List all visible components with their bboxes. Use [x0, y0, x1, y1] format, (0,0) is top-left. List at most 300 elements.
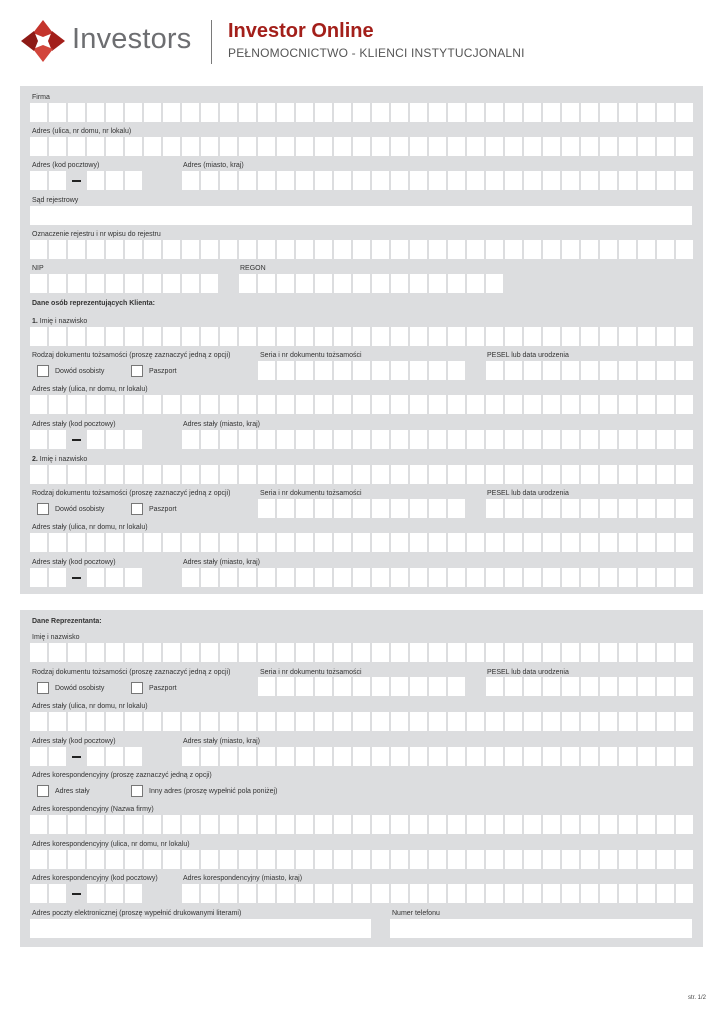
char-cell[interactable] — [68, 533, 85, 552]
char-cell[interactable] — [125, 747, 142, 766]
char-cell[interactable] — [353, 712, 370, 731]
char-cell[interactable] — [315, 327, 332, 346]
char-cell[interactable] — [201, 137, 218, 156]
char-cell[interactable] — [258, 712, 275, 731]
char-cell[interactable] — [448, 274, 465, 293]
rep1-name-field[interactable] — [30, 327, 695, 346]
char-cell[interactable] — [619, 850, 636, 869]
char-cell[interactable] — [505, 327, 522, 346]
char-cell[interactable] — [30, 884, 47, 903]
char-cell[interactable] — [410, 103, 427, 122]
char-cell[interactable] — [220, 327, 237, 346]
char-cell[interactable] — [315, 643, 332, 662]
char-cell[interactable] — [68, 240, 85, 259]
char-cell[interactable] — [125, 884, 142, 903]
char-cell[interactable] — [410, 884, 427, 903]
rep2-name-field[interactable] — [30, 465, 695, 484]
char-cell[interactable] — [49, 643, 66, 662]
char-cell[interactable] — [619, 533, 636, 552]
char-cell[interactable] — [182, 465, 199, 484]
char-cell[interactable] — [258, 643, 275, 662]
char-cell[interactable] — [562, 395, 579, 414]
char-cell[interactable] — [30, 240, 47, 259]
char-cell[interactable] — [619, 240, 636, 259]
char-cell[interactable] — [429, 103, 446, 122]
char-cell[interactable] — [125, 815, 142, 834]
char-cell[interactable] — [429, 712, 446, 731]
char-cell[interactable] — [239, 240, 256, 259]
char-cell[interactable] — [391, 712, 408, 731]
char-cell[interactable] — [258, 274, 275, 293]
char-cell[interactable] — [581, 465, 598, 484]
char-cell[interactable] — [600, 327, 617, 346]
char-cell[interactable] — [676, 327, 693, 346]
char-cell[interactable] — [391, 465, 408, 484]
char-cell[interactable] — [638, 884, 655, 903]
char-cell[interactable] — [334, 884, 351, 903]
char-cell[interactable] — [30, 465, 47, 484]
char-cell[interactable] — [410, 274, 427, 293]
char-cell[interactable] — [277, 677, 294, 696]
char-cell[interactable] — [448, 361, 465, 380]
char-cell[interactable] — [334, 240, 351, 259]
char-cell[interactable] — [581, 747, 598, 766]
char-cell[interactable] — [391, 850, 408, 869]
char-cell[interactable] — [106, 465, 123, 484]
char-cell[interactable] — [600, 533, 617, 552]
char-cell[interactable] — [106, 533, 123, 552]
char-cell[interactable] — [410, 712, 427, 731]
char-cell[interactable] — [657, 747, 674, 766]
char-cell[interactable] — [49, 747, 66, 766]
char-cell[interactable] — [581, 361, 598, 380]
char-cell[interactable] — [467, 643, 484, 662]
char-cell[interactable] — [486, 361, 503, 380]
char-cell[interactable] — [182, 850, 199, 869]
char-cell[interactable] — [391, 103, 408, 122]
char-cell[interactable] — [258, 747, 275, 766]
char-cell[interactable] — [581, 103, 598, 122]
char-cell[interactable] — [239, 327, 256, 346]
char-cell[interactable] — [448, 327, 465, 346]
char-cell[interactable] — [277, 240, 294, 259]
char-cell[interactable] — [353, 103, 370, 122]
char-cell[interactable] — [315, 274, 332, 293]
char-cell[interactable] — [657, 850, 674, 869]
char-cell[interactable] — [486, 533, 503, 552]
char-cell[interactable] — [353, 465, 370, 484]
char-cell[interactable] — [87, 465, 104, 484]
rep1-doc-series-field[interactable] — [258, 361, 467, 380]
char-cell[interactable] — [543, 568, 560, 587]
char-cell[interactable] — [486, 137, 503, 156]
corr-firm-field[interactable] — [30, 815, 695, 834]
char-cell[interactable] — [334, 815, 351, 834]
char-cell[interactable] — [201, 884, 218, 903]
char-cell[interactable] — [182, 327, 199, 346]
char-cell[interactable] — [581, 677, 598, 696]
char-cell[interactable] — [353, 361, 370, 380]
char-cell[interactable] — [125, 568, 142, 587]
char-cell[interactable] — [391, 171, 408, 190]
char-cell[interactable] — [448, 137, 465, 156]
char-cell[interactable] — [353, 677, 370, 696]
char-cell[interactable] — [410, 747, 427, 766]
char-cell[interactable] — [201, 815, 218, 834]
char-cell[interactable] — [524, 747, 541, 766]
char-cell[interactable] — [581, 137, 598, 156]
char-cell[interactable] — [581, 533, 598, 552]
char-cell[interactable] — [505, 240, 522, 259]
char-cell[interactable] — [239, 395, 256, 414]
char-cell[interactable] — [543, 884, 560, 903]
char-cell[interactable] — [87, 815, 104, 834]
char-cell[interactable] — [676, 430, 693, 449]
char-cell[interactable] — [372, 171, 389, 190]
char-cell[interactable] — [657, 240, 674, 259]
char-cell[interactable] — [182, 747, 199, 766]
char-cell[interactable] — [258, 815, 275, 834]
char-cell[interactable] — [163, 712, 180, 731]
char-cell[interactable] — [353, 137, 370, 156]
char-cell[interactable] — [448, 643, 465, 662]
char-cell[interactable] — [657, 815, 674, 834]
char-cell[interactable] — [182, 240, 199, 259]
char-cell[interactable] — [106, 395, 123, 414]
char-cell[interactable] — [372, 499, 389, 518]
char-cell[interactable] — [638, 465, 655, 484]
char-cell[interactable] — [543, 240, 560, 259]
rep2-paszport-option[interactable]: Paszport — [131, 503, 177, 515]
char-cell[interactable] — [410, 499, 427, 518]
char-cell[interactable] — [524, 103, 541, 122]
char-cell[interactable] — [391, 747, 408, 766]
char-cell[interactable] — [410, 430, 427, 449]
char-cell[interactable] — [391, 327, 408, 346]
char-cell[interactable] — [49, 430, 66, 449]
char-cell[interactable] — [201, 327, 218, 346]
char-cell[interactable] — [581, 884, 598, 903]
char-cell[interactable] — [676, 137, 693, 156]
char-cell[interactable] — [220, 533, 237, 552]
char-cell[interactable] — [296, 240, 313, 259]
char-cell[interactable] — [448, 430, 465, 449]
char-cell[interactable] — [410, 361, 427, 380]
char-cell[interactable] — [258, 171, 275, 190]
char-cell[interactable] — [353, 240, 370, 259]
char-cell[interactable] — [277, 103, 294, 122]
char-cell[interactable] — [486, 712, 503, 731]
char-cell[interactable] — [258, 361, 275, 380]
char-cell[interactable] — [619, 103, 636, 122]
char-cell[interactable] — [372, 465, 389, 484]
nip-field[interactable] — [30, 274, 220, 293]
char-cell[interactable] — [657, 884, 674, 903]
char-cell[interactable] — [505, 815, 522, 834]
char-cell[interactable] — [87, 643, 104, 662]
char-cell[interactable] — [410, 327, 427, 346]
char-cell[interactable] — [68, 815, 85, 834]
char-cell[interactable] — [562, 137, 579, 156]
char-cell[interactable] — [543, 171, 560, 190]
char-cell[interactable] — [353, 850, 370, 869]
char-cell[interactable] — [486, 395, 503, 414]
char-cell[interactable] — [562, 884, 579, 903]
char-cell[interactable] — [676, 103, 693, 122]
char-cell[interactable] — [277, 499, 294, 518]
char-cell[interactable] — [657, 361, 674, 380]
char-cell[interactable] — [353, 815, 370, 834]
char-cell[interactable] — [372, 884, 389, 903]
char-cell[interactable] — [524, 499, 541, 518]
char-cell[interactable] — [49, 533, 66, 552]
char-cell[interactable] — [30, 430, 47, 449]
char-cell[interactable] — [220, 171, 237, 190]
char-cell[interactable] — [429, 643, 446, 662]
char-cell[interactable] — [182, 430, 199, 449]
char-cell[interactable] — [201, 747, 218, 766]
char-cell[interactable] — [296, 361, 313, 380]
char-cell[interactable] — [315, 171, 332, 190]
char-cell[interactable] — [524, 395, 541, 414]
char-cell[interactable] — [201, 712, 218, 731]
char-cell[interactable] — [49, 327, 66, 346]
char-cell[interactable] — [125, 137, 142, 156]
char-cell[interactable] — [410, 568, 427, 587]
char-cell[interactable] — [524, 171, 541, 190]
checkbox[interactable] — [131, 365, 143, 377]
char-cell[interactable] — [562, 533, 579, 552]
char-cell[interactable] — [334, 430, 351, 449]
char-cell[interactable] — [334, 395, 351, 414]
checkbox[interactable] — [37, 682, 49, 694]
char-cell[interactable] — [106, 643, 123, 662]
char-cell[interactable] — [486, 327, 503, 346]
char-cell[interactable] — [277, 171, 294, 190]
char-cell[interactable] — [600, 137, 617, 156]
char-cell[interactable] — [391, 499, 408, 518]
char-cell[interactable] — [353, 274, 370, 293]
char-cell[interactable] — [638, 103, 655, 122]
char-cell[interactable] — [106, 747, 123, 766]
char-cell[interactable] — [372, 850, 389, 869]
char-cell[interactable] — [296, 103, 313, 122]
char-cell[interactable] — [581, 850, 598, 869]
char-cell[interactable] — [372, 815, 389, 834]
corr-kod-field[interactable] — [30, 884, 144, 903]
char-cell[interactable] — [258, 327, 275, 346]
char-cell[interactable] — [543, 137, 560, 156]
char-cell[interactable] — [619, 747, 636, 766]
char-cell[interactable] — [87, 568, 104, 587]
char-cell[interactable] — [581, 499, 598, 518]
char-cell[interactable] — [467, 240, 484, 259]
char-cell[interactable] — [315, 712, 332, 731]
char-cell[interactable] — [182, 643, 199, 662]
char-cell[interactable] — [486, 465, 503, 484]
char-cell[interactable] — [562, 747, 579, 766]
char-cell[interactable] — [372, 361, 389, 380]
char-cell[interactable] — [30, 568, 47, 587]
char-cell[interactable] — [524, 712, 541, 731]
char-cell[interactable] — [505, 568, 522, 587]
char-cell[interactable] — [486, 568, 503, 587]
char-cell[interactable] — [467, 395, 484, 414]
char-cell[interactable] — [315, 240, 332, 259]
char-cell[interactable] — [581, 712, 598, 731]
char-cell[interactable] — [315, 815, 332, 834]
char-cell[interactable] — [676, 533, 693, 552]
char-cell[interactable] — [600, 677, 617, 696]
char-cell[interactable] — [68, 643, 85, 662]
char-cell[interactable] — [30, 103, 47, 122]
char-cell[interactable] — [30, 395, 47, 414]
char-cell[interactable] — [410, 815, 427, 834]
char-cell[interactable] — [220, 103, 237, 122]
char-cell[interactable] — [182, 171, 199, 190]
char-cell[interactable] — [239, 103, 256, 122]
char-cell[interactable] — [163, 465, 180, 484]
char-cell[interactable] — [676, 361, 693, 380]
char-cell[interactable] — [486, 815, 503, 834]
char-cell[interactable] — [182, 395, 199, 414]
char-cell[interactable] — [353, 395, 370, 414]
char-cell[interactable] — [239, 815, 256, 834]
char-cell[interactable] — [49, 103, 66, 122]
char-cell[interactable] — [467, 137, 484, 156]
char-cell[interactable] — [277, 643, 294, 662]
char-cell[interactable] — [543, 712, 560, 731]
char-cell[interactable] — [448, 677, 465, 696]
char-cell[interactable] — [277, 137, 294, 156]
char-cell[interactable] — [258, 103, 275, 122]
char-cell[interactable] — [676, 240, 693, 259]
char-cell[interactable] — [505, 137, 522, 156]
kod-pocztowy-field[interactable] — [30, 171, 144, 190]
char-cell[interactable] — [486, 747, 503, 766]
char-cell[interactable] — [543, 361, 560, 380]
char-cell[interactable] — [258, 850, 275, 869]
char-cell[interactable] — [239, 137, 256, 156]
char-cell[interactable] — [49, 137, 66, 156]
char-cell[interactable] — [277, 712, 294, 731]
char-cell[interactable] — [486, 240, 503, 259]
char-cell[interactable] — [429, 568, 446, 587]
char-cell[interactable] — [220, 568, 237, 587]
char-cell[interactable] — [49, 568, 66, 587]
char-cell[interactable] — [543, 430, 560, 449]
char-cell[interactable] — [315, 137, 332, 156]
char-cell[interactable] — [581, 240, 598, 259]
char-cell[interactable] — [106, 712, 123, 731]
char-cell[interactable] — [296, 643, 313, 662]
char-cell[interactable] — [334, 712, 351, 731]
char-cell[interactable] — [258, 395, 275, 414]
char-cell[interactable] — [258, 240, 275, 259]
char-cell[interactable] — [638, 712, 655, 731]
char-cell[interactable] — [600, 568, 617, 587]
char-cell[interactable] — [448, 533, 465, 552]
email-field[interactable] — [30, 919, 371, 938]
char-cell[interactable] — [353, 499, 370, 518]
char-cell[interactable] — [467, 171, 484, 190]
checkbox[interactable] — [37, 503, 49, 515]
char-cell[interactable] — [600, 171, 617, 190]
char-cell[interactable] — [657, 137, 674, 156]
char-cell[interactable] — [657, 430, 674, 449]
char-cell[interactable] — [277, 430, 294, 449]
char-cell[interactable] — [429, 465, 446, 484]
char-cell[interactable] — [68, 395, 85, 414]
char-cell[interactable] — [619, 171, 636, 190]
char-cell[interactable] — [334, 568, 351, 587]
char-cell[interactable] — [353, 533, 370, 552]
rep2-miasto-field[interactable] — [182, 568, 695, 587]
char-cell[interactable] — [581, 430, 598, 449]
char-cell[interactable] — [429, 171, 446, 190]
char-cell[interactable] — [277, 815, 294, 834]
char-cell[interactable] — [106, 240, 123, 259]
char-cell[interactable] — [296, 499, 313, 518]
agent-miasto-field[interactable] — [182, 747, 695, 766]
corr-addr-field[interactable] — [30, 850, 695, 869]
char-cell[interactable] — [391, 884, 408, 903]
agent-name-field[interactable] — [30, 643, 695, 662]
char-cell[interactable] — [638, 533, 655, 552]
char-cell[interactable] — [619, 395, 636, 414]
char-cell[interactable] — [372, 677, 389, 696]
char-cell[interactable] — [543, 643, 560, 662]
char-cell[interactable] — [125, 171, 142, 190]
char-cell[interactable] — [353, 643, 370, 662]
char-cell[interactable] — [448, 171, 465, 190]
char-cell[interactable] — [125, 712, 142, 731]
char-cell[interactable] — [239, 430, 256, 449]
char-cell[interactable] — [505, 850, 522, 869]
char-cell[interactable] — [334, 499, 351, 518]
char-cell[interactable] — [163, 533, 180, 552]
char-cell[interactable] — [239, 568, 256, 587]
char-cell[interactable] — [505, 465, 522, 484]
char-cell[interactable] — [391, 240, 408, 259]
char-cell[interactable] — [49, 815, 66, 834]
char-cell[interactable] — [657, 712, 674, 731]
char-cell[interactable] — [505, 533, 522, 552]
char-cell[interactable] — [125, 643, 142, 662]
char-cell[interactable] — [353, 171, 370, 190]
char-cell[interactable] — [315, 533, 332, 552]
char-cell[interactable] — [676, 712, 693, 731]
char-cell[interactable] — [581, 643, 598, 662]
char-cell[interactable] — [524, 430, 541, 449]
char-cell[interactable] — [467, 815, 484, 834]
char-cell[interactable] — [410, 850, 427, 869]
char-cell[interactable] — [638, 643, 655, 662]
char-cell[interactable] — [277, 533, 294, 552]
char-cell[interactable] — [68, 712, 85, 731]
char-cell[interactable] — [638, 395, 655, 414]
char-cell[interactable] — [277, 327, 294, 346]
char-cell[interactable] — [125, 430, 142, 449]
char-cell[interactable] — [657, 171, 674, 190]
char-cell[interactable] — [391, 430, 408, 449]
char-cell[interactable] — [372, 274, 389, 293]
rep1-kod-field[interactable] — [30, 430, 144, 449]
char-cell[interactable] — [315, 884, 332, 903]
char-cell[interactable] — [68, 850, 85, 869]
char-cell[interactable] — [410, 643, 427, 662]
char-cell[interactable] — [163, 395, 180, 414]
